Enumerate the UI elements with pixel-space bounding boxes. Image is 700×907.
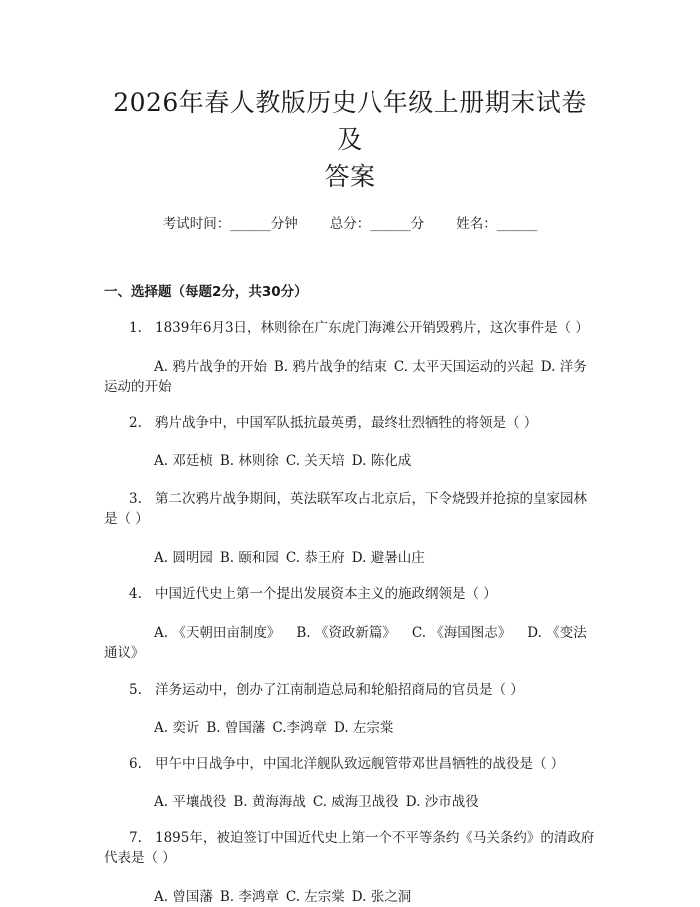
option-d: D. 沙市战役 — [405, 794, 479, 810]
option-c: C. 关天培 — [285, 453, 345, 469]
option-b: B. 鸦片战争的结束 — [273, 359, 387, 375]
question-stem: 3. 第二次鸦片战争期间，英法联军攻占北京后，下令烧毁并抢掠的皇家园林是（ ） — [104, 491, 587, 527]
option-c: C. 太平天国运动的兴起 — [393, 359, 534, 375]
option-a: A. 《天朝田亩制度》 — [154, 625, 281, 641]
name-field: 姓名：______ — [456, 216, 538, 232]
option-b: B. 《资政新篇》 — [296, 625, 396, 641]
question-stem: 7. 1895年，被迫签订中国近代史上第一个不平等条约《马关条约》的清政府代表是（ ） — [104, 830, 595, 866]
option-a: A. 圆明园 — [154, 550, 213, 566]
option-b: B. 黄海海战 — [233, 794, 306, 810]
question-stem: 5. 洋务运动中，创办了江南制造总局和轮船招商局的官员是（ ） — [129, 682, 524, 698]
exam-title — [104, 0, 596, 195]
question-options — [104, 357, 596, 397]
option-a: A. 鸦片战争的开始 — [154, 359, 267, 375]
option-c: C. 威海卫战役 — [312, 794, 399, 810]
option-d: D. 陈化成 — [351, 453, 412, 469]
question-1 — [104, 318, 596, 397]
time-field: 考试时间：______分钟 — [162, 216, 298, 232]
question-7 — [104, 828, 596, 907]
option-a: A. 曾国藩 — [154, 889, 213, 905]
question-options — [104, 623, 596, 663]
question-stem: 4. 中国近代史上第一个提出发展资本主义的施政纲领是（ ） — [129, 586, 497, 602]
section-heading: 一、选择题（每题2分，共30分） — [104, 284, 308, 300]
title-line-2: 答案 — [324, 162, 376, 191]
question-5 — [104, 680, 596, 738]
option-d: D. 《变法通议》 — [104, 625, 587, 661]
question-options — [104, 718, 596, 738]
question-3 — [104, 489, 596, 568]
question-options — [104, 887, 596, 907]
question-6 — [104, 754, 596, 812]
question-options — [104, 451, 596, 471]
option-c: C.李鸿章 — [272, 720, 327, 736]
option-c: C. 左宗棠 — [285, 889, 345, 905]
option-a: A. 奕䜣 — [154, 720, 200, 736]
option-b: B. 李鸿章 — [219, 889, 279, 905]
question-options — [104, 792, 596, 812]
option-c: C. 《海国图志》 — [411, 625, 512, 641]
title-line-1: 2026年春人教版历史八年级上册期末试卷及 — [113, 88, 587, 154]
question-stem: 6. 甲午中日战争中，中国北洋舰队致远舰管带邓世昌牺牲的战役是（ ） — [129, 756, 565, 772]
question-stem: 2. 鸦片战争中，中国军队抵抗最英勇，最终壮烈牺牲的将领是（ ） — [129, 415, 538, 431]
option-c: C. 恭王府 — [285, 550, 345, 566]
option-a: A. 平壤战役 — [154, 794, 227, 810]
exam-meta — [104, 212, 596, 232]
question-4 — [104, 584, 596, 663]
option-b: B. 颐和园 — [219, 550, 279, 566]
option-d: D. 洋务运动的开始 — [104, 359, 587, 395]
question-stem: 1. 1839年6月3日，林则徐在广东虎门海滩公开销毁鸦片，这次事件是（ ） — [129, 320, 589, 336]
option-d: D. 避暑山庄 — [351, 550, 425, 566]
option-d: D. 张之洞 — [351, 889, 412, 905]
option-a: A. 邓廷桢 — [154, 453, 213, 469]
question-options — [104, 548, 596, 568]
option-b: B. 曾国藩 — [206, 720, 266, 736]
question-2 — [104, 413, 596, 471]
score-field: 总分：______分 — [329, 216, 425, 232]
option-b: B. 林则徐 — [219, 453, 279, 469]
option-d: D. 左宗棠 — [334, 720, 394, 736]
